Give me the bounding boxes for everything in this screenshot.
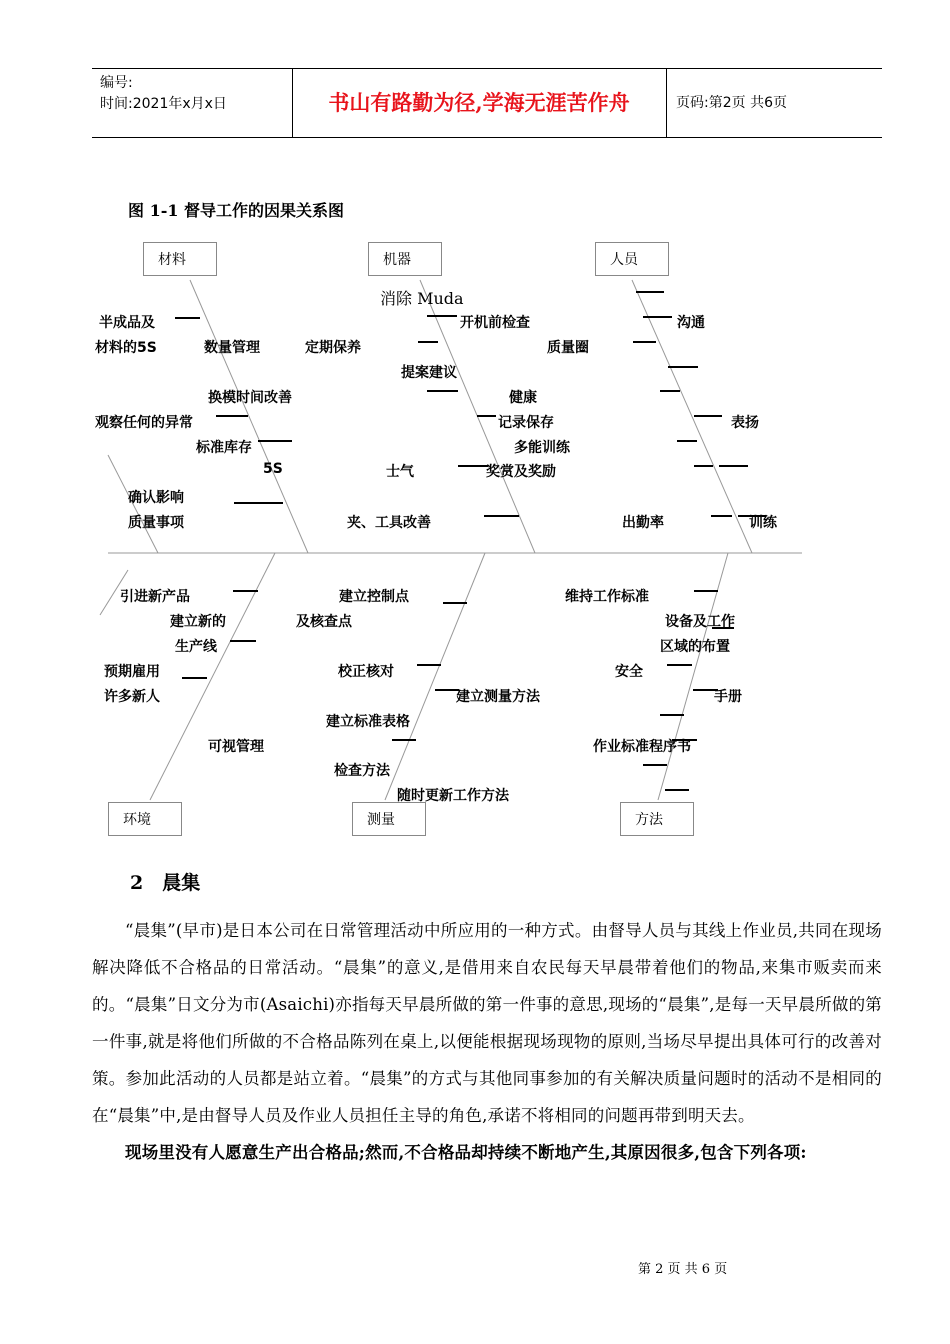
cause-label: 记录保存 [498,415,554,431]
cause-label: 标准库存 [196,440,252,456]
number-label: 编号: [100,75,133,91]
cause-label: 建立新的 [170,614,226,630]
cause-label: 出勤率 [622,515,664,531]
cause-label: 确认影响 [128,490,184,506]
cause-label: 建立控制点 [339,589,409,605]
cause-label: 换模时间改善 [208,390,292,406]
cause-label: 作业标准程序书 [593,739,691,755]
header-page-label: 页码:第2页 共6页 [676,95,787,111]
muda-label: 消除 Muda [380,289,464,308]
cause-label: 健康 [509,390,537,406]
cause-label: 5S [263,461,283,477]
cause-label: 定期保养 [305,340,361,356]
cause-label: 维持工作标准 [565,589,649,605]
cause-label: 设备及工作 [665,614,735,630]
cause-label: 士气 [386,464,414,480]
category-box: 测量 [352,802,426,836]
cause-label: 质量圈 [547,340,589,356]
page-footer: 第 2 页 共 6 页 [638,1262,728,1277]
cause-label: 可视管理 [208,739,264,755]
category-box: 材料 [143,242,217,276]
cause-label: 及核查点 [296,614,352,630]
body-paragraph: “晨集”(早市)是日本公司在日常管理活动中所应用的一种方式。由督导人员与其线上作业员,共同在现场解决降低不合格品的日常活动。“晨集”的意义,是借用来自农民每天早晨带着他们的物品,来集市贩卖而来的。“晨集”日文分为市(Asaichi)亦指每天早晨所做的第一件事的意思,现场的“晨集”,是每一天早晨所做的第一件事,就是将他们所做的不合格品陈列在桌上,以便能根据现场现物的原则,当场尽早提出具体可行的改善对策。参加此活动的人员都是站立着。“晨集”的方式与其他同事参加的有关解决质量问题时的活动不是相同的在“晨集”中,是由督导人员及作业人员担任主导的角色,承诺不将相同的问题再带到明天去。 [92,921,882,1125]
cause-label: 质量事项 [128,515,184,531]
time-label: 时间:2021年x月x日 [100,96,227,112]
cause-label: 半成品及 [99,315,155,331]
cause-label: 手册 [714,689,742,705]
cause-label: 夹、工具改善 [347,515,431,531]
cause-label: 奖赏及奖励 [486,464,556,480]
cause-label: 预期雇用 [104,664,160,680]
section-body [92,912,882,1171]
cause-label: 建立测量方法 [456,689,540,705]
bone-line [190,280,308,553]
category-box: 人员 [595,242,669,276]
cause-label: 检查方法 [334,763,390,779]
category-box: 方法 [620,802,694,836]
figure-title: 图 1-1 督导工作的因果关系图 [128,201,345,220]
cause-label: 材料的5S [95,340,157,356]
cause-label: 提案建议 [401,365,457,381]
cause-label: 开机前检查 [460,315,530,331]
cause-label: 区域的布置 [660,639,730,655]
cause-label: 许多新人 [104,689,160,705]
header-motto: 书山有路勤为径,学海无涯苦作舟 [328,90,630,115]
cause-label: 观察任何的异常 [95,415,193,431]
cause-label: 随时更新工作方法 [397,788,509,804]
bold-paragraph: 现场里没有人愿意生产出合格品;然而,不合格品却持续不断地产生,其原因很多,包含下列各项: [125,1143,807,1162]
cause-label: 引进新产品 [120,589,190,605]
cause-label: 沟通 [677,315,705,331]
category-box: 机器 [368,242,442,276]
section-heading: 2 晨集 [130,872,201,894]
cause-label: 建立标准表格 [326,714,410,730]
cause-label: 校正核对 [338,664,394,680]
cause-label: 表扬 [731,415,759,431]
cause-label: 安全 [615,664,643,680]
cause-label: 生产线 [175,639,217,655]
cause-label: 多能训练 [514,440,570,456]
cause-label: 训练 [749,515,777,531]
category-box: 环境 [108,802,182,836]
cause-label: 数量管理 [204,340,260,356]
